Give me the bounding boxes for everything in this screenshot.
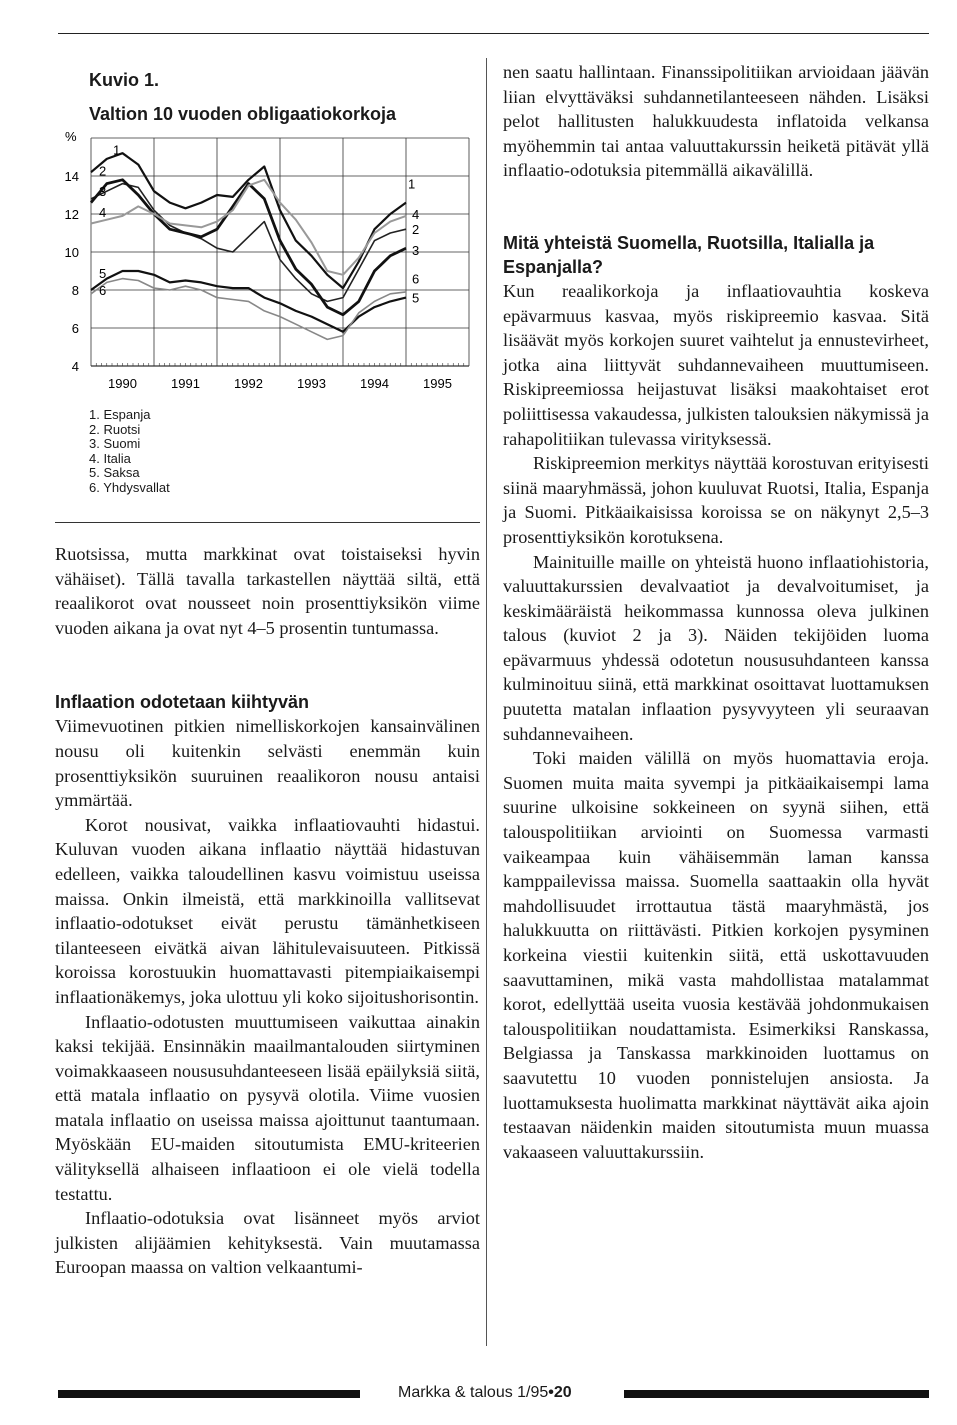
paragraph: Toki maiden välillä on myös huomattavia eroja. Suomen muita maita syvempi ja pitkäaikaisempi lama suurine ulkoisine sokkeineen on syynä siihen, että talouspolitiikan arviointi on Suomessa varmasti vaikeampaa kuin vähäisemmän laman kanssa kamppailevissa maissa. Suomella saattaakin olla hyvät mahdollisuudet irrottautua tästä maaryhmästä, jos halukkuutta on riittävästi. Pitkien korkojen pysyminen korkeina viestii kuitenkin siitä, että uskottavuuden saavuttaminen, mikä vasta mahdollistaa matalammat korot, edellyttää useita vuosia kestävää johdonmukaisen talouspolitiikan noudattamista. Esimerkiksi Ranskassa, Belgiassa ja Tanskassa markkinoiden luottamus on saavutettu 10 vuoden ponnistelujen ansiosta. Ja luottamuksesta huolimatta markkinat näyttävät aika ajoin testaavan näidenkin maiden sitoutumista muun muassa vakaaseen valuuttakurssiin. (503, 748, 929, 1162)
chart-series (91, 153, 406, 339)
section-heading: Inflaation odotetaan kiihtyvän (55, 692, 310, 713)
series-label-left: 5 (99, 265, 107, 281)
series-label-right: 3 (412, 243, 420, 259)
footer-separator: • (548, 1384, 554, 1401)
footer-text (398, 1384, 572, 1402)
series-label-right: 6 (412, 271, 420, 287)
figure-title: Valtion 10 vuoden obligaatiokorkoja (89, 104, 397, 124)
x-axis (108, 376, 452, 391)
footer-bar-left (58, 1390, 360, 1398)
legend-item: 4. Italia (89, 450, 131, 466)
top-rule (58, 33, 929, 34)
series-line-ruotsi (91, 184, 406, 302)
paragraph: Inflaatio-odotusten muuttumiseen vaikuttaa ainakin kaksi tekijää. Ensinnäkin maailmantalouden siirtyminen voimakkaaseen noususuhdanteeseen lisää epäilyksiä siitä, että matala inflaatio on pysyvä olotila. Viime vuosien matala inflaatio on useissa maissa ajoittunut taantumaan. Myöskään EU-maiden sitoutumista EMU-kriteerien välityksellä alhaiseen inflaatioon ei ole vielä todella testattu. (55, 1011, 480, 1204)
series-label-left: 4 (99, 205, 107, 221)
series-line-suomi (91, 180, 406, 315)
legend-item: 6. Yhdysvallat (89, 479, 170, 495)
bond-yield-chart (55, 128, 480, 410)
x-tick-label: 1992 (234, 376, 263, 391)
chart-legend (89, 408, 170, 495)
legend-item: 1. Espanja (89, 407, 151, 422)
paragraph: Mainituille maille on yhteistä huono inflaatiohistoria, valuuttakurssien devalvaatiot ja devalvoitumiset, ja keskimääräistä heikommassa kunnossa oleva julkinen talous (kuviot 2 ja 3). Näiden tekijöiden luoma epävarmuus yhdessä odotetun noususuhdanteen kanssa kulminoituu siinä, että markkinat osoittavat luottamuksen puutetta matalan inflaation pysyvyyteen yli seuraavan suhdannevaiheen. (503, 551, 929, 744)
paragraph: Kun reaalikorkoja ja inflaatiovauhtia koskeva epävarmuus kasvaa, myös riskipreemio kasvaa. Sitä lisäävät myös korkojen suuret vaihtelut ja ennustevirheet, jotka aina liittyvät suhdannevaiheen muuttumiseen. Riskipreemiossa heijastuvat lisäksi maakohtaiset erot poliittisessa vakaudessa, julkisten talouksien näkymissä ja rahapolitiikan tulevassa virityksessä. (503, 280, 929, 449)
series-label-left: 6 (99, 283, 107, 298)
publication-name: Markka & talous 1/95 (398, 1384, 549, 1401)
series-label-left: 3 (99, 184, 107, 200)
page-number: 20 (553, 1384, 572, 1401)
section-heading: Mitä yhteistä Suomella, Ruotsilla, Italialla ja Espanjalla? (503, 232, 875, 277)
series-label-right: 1 (408, 176, 416, 192)
y-tick-label: 6 (71, 321, 79, 336)
legend-item: 2. Ruotsi (89, 421, 141, 437)
continued-paragraph: Ruotsissa, mutta markkinat ovat toistaiseksi hyvin vähäiset). Tällä tavalla tarkastellen näyttää siltä, että reaalikorot ovat nousseet noin prosenttiyksikön viime vuoden aikana ja ovat nyt 4–5 prosentin tuntumassa. (55, 544, 480, 638)
column-divider (486, 58, 487, 1346)
continued-paragraph: nen saatu hallintaan. Finanssipolitiikan arvioidaan jäävän liian elvyttäväksi suhdannetilanteeseen nähden. Lisäksi pelot hallitusten halukkuudesta inflatoida velkansa myöhemmin tai antaa valuuttakurssin heiketä pitävät yllä inflaatio-odotuksia pitemmällä aikavälillä. (503, 62, 929, 181)
x-tick-label: 1991 (171, 376, 200, 391)
legend-item: 3. Suomi (89, 436, 141, 451)
y-axis-unit: % (65, 129, 77, 144)
y-tick-label: 14 (64, 169, 79, 184)
x-tick-label: 1993 (297, 376, 326, 391)
paragraph: Viimevuotinen pitkien nimelliskorkojen kansainvälinen nousu oli kuitenkin selvästi enemmän kuin prosenttiyksikön suuruinen reaalikoron nousu antaisi ymmärtää. (55, 716, 480, 811)
x-tick-label: 1995 (423, 376, 452, 391)
left-column (55, 60, 480, 1278)
paragraph: Inflaatio-odotuksia ovat lisänneet myös arviot julkisten alijäämien kehityksestä. Vain muutamassa Euroopan maassa on valtion velkaantumi- (55, 1208, 480, 1278)
figure-bottom-rule (55, 522, 480, 523)
x-tick-label: 1994 (360, 376, 389, 391)
paragraph: Riskipreemion merkitys näyttää korostuvan erityisesti siinä maaryhmässä, johon kuuluvat Ruotsi, Italia, Espanja ja Suomi. Pitkäaikaisissa koroissa se on näkynyt 2,5–3 prosenttiyksikön korotuksena. (503, 453, 929, 547)
left-column-text (55, 542, 480, 1280)
y-axis (65, 129, 79, 374)
series-label-right: 4 (412, 207, 420, 222)
y-tick-label: 12 (64, 207, 79, 222)
series-label-right: 2 (412, 222, 420, 238)
series-label-left: 2 (99, 163, 107, 179)
footer-bar-right (624, 1390, 929, 1398)
series-label-left: 1 (113, 142, 121, 158)
y-tick-label: 8 (71, 283, 79, 298)
x-tick-label: 1990 (108, 376, 137, 391)
y-tick-label: 10 (64, 245, 79, 260)
series-labels (99, 142, 419, 305)
y-tick-label: 4 (71, 359, 79, 374)
right-column (503, 60, 929, 1164)
paragraph: Korot nousivat, vaikka inflaatiovauhti hidastui. Kuluvan vuoden aikana inflaatio näyttää hidastuvan edelleen, vaikka taloudellinen kasvu voimistuu useissa maissa. Onkin ilmeistä, että markkinoilla vallitsevat inflaatio-odotukset eivät perustu tämänhetkiseen tilanteeseen eivätkä aivan lähitulevaisuuteen. Pitkissä koroissa korostuukin huomattavasti pitempiaikaisempi inflaationäkemys, joka ulottuu yli koko sijoitushorisontin. (55, 814, 480, 1007)
page-footer (58, 1384, 929, 1404)
series-label-right: 5 (412, 290, 420, 306)
figure-label: Kuvio 1. (89, 70, 160, 90)
legend-item: 5. Saksa (89, 465, 140, 480)
